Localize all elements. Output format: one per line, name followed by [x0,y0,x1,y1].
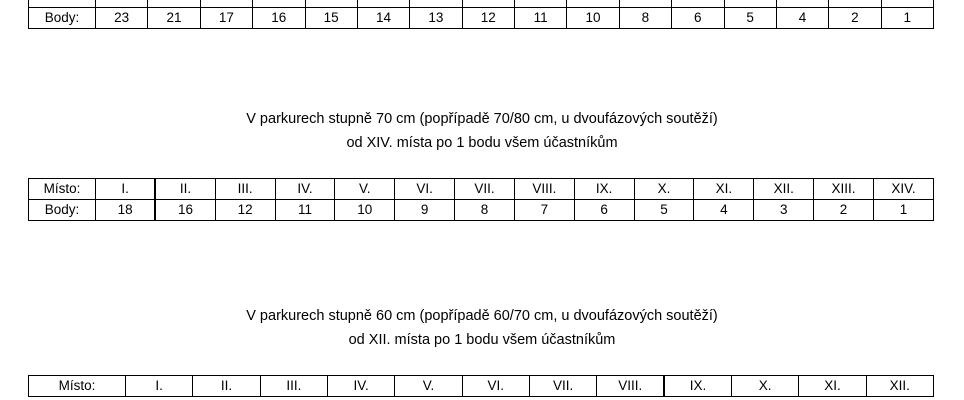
section-heading-70cm [0,107,964,155]
body-cell: 23 [96,8,148,29]
body-cell: 7 [514,200,574,221]
misto-cell: III. [260,376,327,397]
body-cell: 6 [672,8,724,29]
misto-row [29,376,934,397]
table-cell [672,0,724,8]
body-cell: 14 [357,8,409,29]
heading-line-1: V parkurech stupně 70 cm (popřípadě 70/80 cm, u dvoufázových soutěží) [246,111,718,127]
body-cell: 5 [634,200,694,221]
misto-cell: IV. [275,179,335,200]
table-cell [96,0,148,8]
misto-cell: III. [215,179,275,200]
body-cell: 12 [462,8,514,29]
misto-cell: VII. [455,179,515,200]
body-row [29,200,934,221]
misto-cell: II. [155,179,215,200]
misto-cell: XI. [799,376,866,397]
body-cell: 4 [694,200,754,221]
table-cell [29,0,96,8]
body-cell: 15 [305,8,357,29]
body-cell: 5 [724,8,776,29]
section-heading-60cm [0,304,964,352]
body-cell: 2 [829,8,881,29]
misto-label: Místo: [29,179,96,200]
misto-cell: IX. [574,179,634,200]
body-cell: 8 [619,8,671,29]
table-cell [567,0,619,8]
heading-line-2: od XII. místa po 1 bodu všem účastníkům [348,332,616,348]
table-cell [462,0,514,8]
table-cell [829,0,881,8]
table-cell [200,0,252,8]
table-cell [776,0,828,8]
body-cell: 10 [567,8,619,29]
misto-cell: VIII. [597,376,664,397]
body-cell: 4 [776,8,828,29]
misto-cell: I. [96,179,156,200]
table-cell [148,0,200,8]
body-cell: 8 [455,200,515,221]
body-cell: 13 [410,8,462,29]
table-cell [515,0,567,8]
misto-cell: II. [193,376,260,397]
body-cell: 1 [881,8,933,29]
body-cell: 9 [395,200,455,221]
body-cell: 2 [814,200,874,221]
misto-cell: XII. [754,179,814,200]
misto-cell: X. [634,179,694,200]
body-row [29,8,934,29]
body-cell: 16 [155,200,215,221]
body-cell: 10 [335,200,395,221]
misto-cell: VI. [462,376,529,397]
points-table-previous [28,0,934,29]
body-cell: 6 [574,200,634,221]
body-label: Body: [29,200,96,221]
misto-cell: XII. [866,376,933,397]
points-table-60cm [28,375,934,397]
table-cell [619,0,671,8]
body-cell: 17 [200,8,252,29]
misto-cell: XIV. [873,179,933,200]
misto-cell: VII. [529,376,596,397]
misto-cell: XI. [694,179,754,200]
table-cell [357,0,409,8]
misto-cell: V. [335,179,395,200]
heading-line-2: od XIV. místa po 1 bodu všem účastníkům [346,135,618,151]
table-cell [253,0,305,8]
heading-line-1: V parkurech stupně 60 cm (popřípadě 60/70 cm, u dvoufázových soutěží) [246,308,718,324]
table-cell [305,0,357,8]
table-cell [724,0,776,8]
body-cell: 12 [215,200,275,221]
misto-cell: XIII. [814,179,874,200]
body-cell: 21 [148,8,200,29]
body-cell: 11 [275,200,335,221]
body-cell: 16 [253,8,305,29]
body-cell: 1 [873,200,933,221]
body-label: Body: [29,8,96,29]
misto-cell: VI. [395,179,455,200]
body-cell: 18 [96,200,156,221]
body-cell: 3 [754,200,814,221]
misto-cell: I. [126,376,193,397]
misto-cell: V. [395,376,462,397]
misto-label: Místo: [29,376,126,397]
misto-cell: IX. [664,376,731,397]
misto-cell: VIII. [514,179,574,200]
misto-row [29,179,934,200]
points-table-70cm [28,178,934,221]
table-cell [881,0,933,8]
misto-cell: IV. [327,376,394,397]
body-cell: 11 [515,8,567,29]
table-cell [410,0,462,8]
misto-cell: X. [731,376,798,397]
table-row-top-cut [29,0,934,8]
